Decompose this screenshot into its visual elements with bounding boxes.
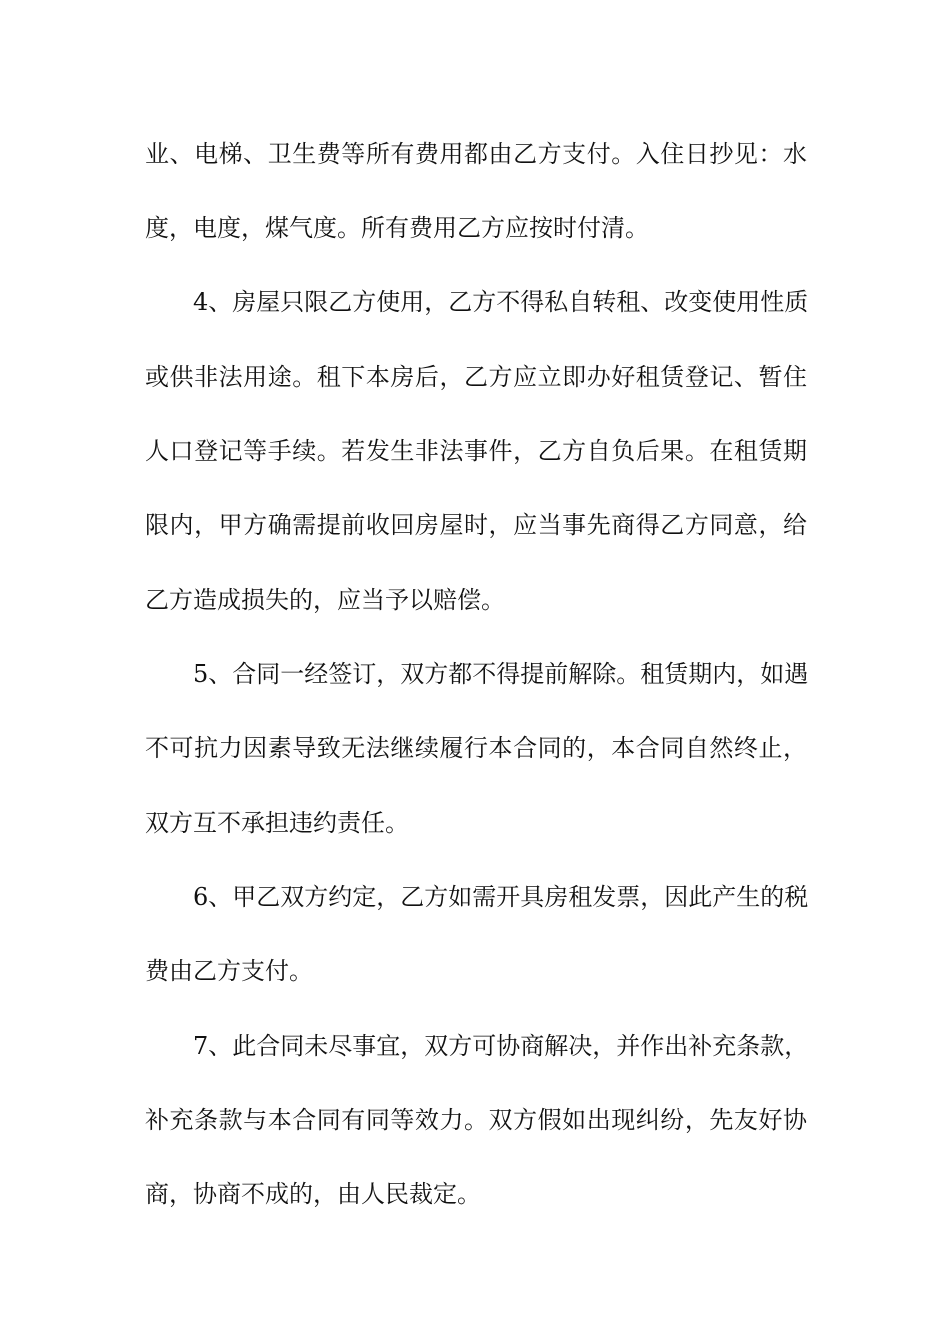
text-line: 5、合同一经签订，双方都不得提前解除。租赁期内，如遇 (193, 660, 809, 688)
text-line: 或供非法用途。租下本房后，乙方应立即办好租赁登记、暂住 (145, 363, 807, 391)
text-line: 不可抗力因素导致无法继续履行本合同的，本合同自然终止， (145, 734, 807, 762)
text-line: 度，电度，煤气度。所有费用乙方应按时付清。 (145, 214, 649, 242)
text-line: 业、电梯、卫生费等所有费用都由乙方支付。入住日抄见：水 (145, 140, 807, 168)
text-line: 费由乙方支付。 (145, 957, 313, 985)
text-line: 人口登记等手续。若发生非法事件，乙方自负后果。在租赁期 (145, 437, 807, 465)
text-line: 双方互不承担违约责任。 (145, 809, 409, 837)
text-line: 商，协商不成的，由人民裁定。 (145, 1180, 481, 1208)
text-line: 限内，甲方确需提前收回房屋时，应当事先商得乙方同意，给 (145, 511, 807, 539)
text-line: 4、房屋只限乙方使用，乙方不得私自转租、改变使用性质 (193, 288, 809, 316)
text-line: 7、此合同未尽事宜，双方可协商解决，并作出补充条款， (193, 1032, 809, 1060)
text-line: 乙方造成损失的，应当予以赔偿。 (145, 586, 505, 614)
text-line: 补充条款与本合同有同等效力。双方假如出现纠纷，先友好协 (145, 1106, 807, 1134)
text-line: 6、甲乙双方约定，乙方如需开具房租发票，因此产生的税 (193, 883, 809, 911)
